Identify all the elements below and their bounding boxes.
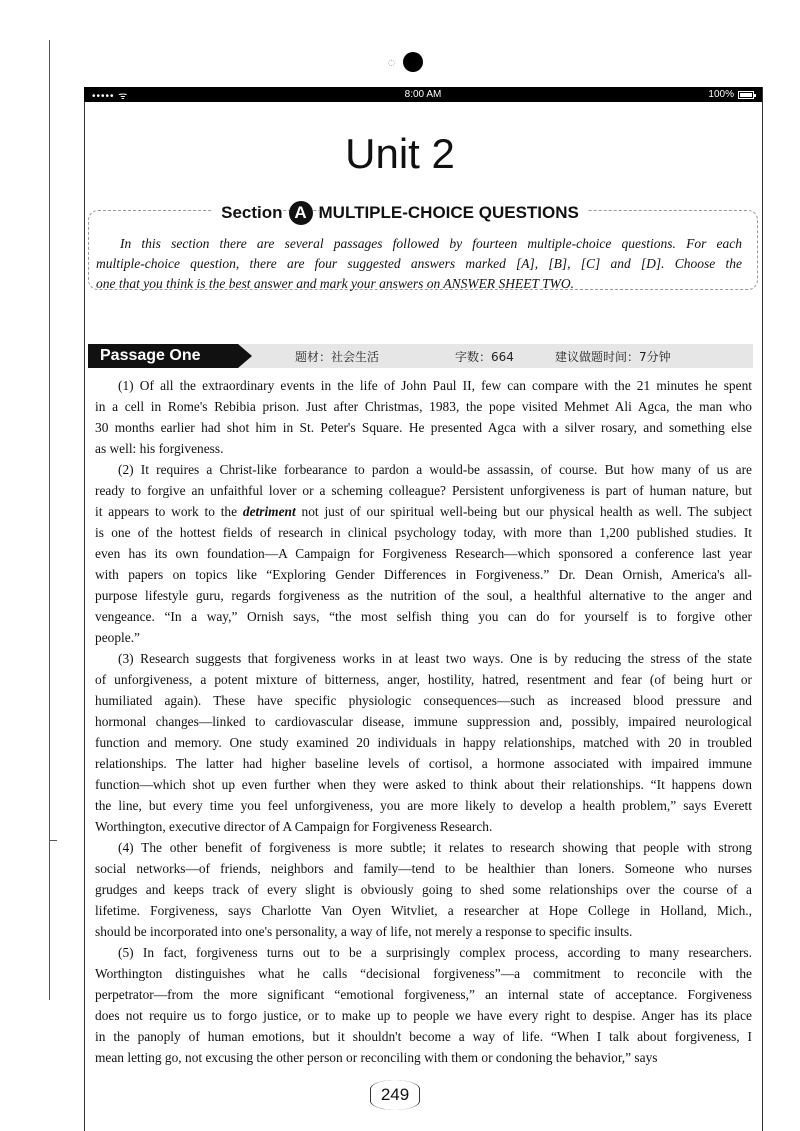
paragraph-4-line: grudges and keeps track of every slight is obviously going to shed some relationships over the course of a	[95, 882, 752, 897]
paragraph-3-line: the line, but every time you feel unforgiveness, you are more likely to develop a health problem,” says Everett	[95, 798, 752, 813]
page-number: 249	[370, 1080, 420, 1110]
battery-percent: 100%	[708, 89, 734, 100]
paragraph-3-line: hormonal changes—linked to cardiovascular disease, immune suppression and, possibly, impaired neurological	[95, 714, 752, 729]
section-word: Section	[213, 203, 282, 223]
paragraph-2-line: is one of the hottest fields of research in clinical psychology today, with more than 1,200 published studies. It	[95, 525, 752, 540]
passage-body	[95, 375, 752, 1068]
battery-icon	[738, 91, 754, 99]
emphasized-word: detriment	[242, 504, 296, 519]
paragraph-1-line: in a cell in Rome's Rebibia prison. Just after Christmas, 1983, the pope visited Mehmet Ali Agca, the man who	[95, 399, 752, 414]
banner-arrow	[238, 344, 252, 368]
sensor-icon: ◌	[388, 58, 395, 67]
instructions-text	[96, 234, 742, 294]
section-heading	[0, 201, 800, 225]
section-letter-badge: A	[289, 201, 313, 225]
binding-margin-line	[49, 40, 50, 1000]
paragraph-2-line: purpose lifestyle guru, regards forgiveness as the nutrition of the soul, a healthful alternative to the anger and	[95, 588, 752, 603]
paragraph-4-line: should be incorporated into one's personality, a way of life, not merely a response to specific insults.	[95, 924, 633, 939]
camera-icon	[403, 52, 423, 72]
passage-suggested-time: 建议做题时间：7分钟	[555, 350, 671, 364]
paragraph-3-line: Worthington, executive director of A Campaign for Forgiveness Research.	[95, 819, 493, 834]
paragraph-4-line: (4) The other benefit of forgiveness is more subtle; it relates to research showing that people with strong	[118, 840, 752, 855]
battery-status	[708, 89, 754, 100]
passage-banner	[88, 344, 753, 368]
section-title: MULTIPLE-CHOICE QUESTIONS	[319, 203, 587, 223]
passage-topic: 题材：社会生活	[295, 350, 380, 364]
paragraph-3-line: (3) Research suggests that forgiveness works in at least two ways. One is by reducing the stress of the state	[118, 651, 752, 666]
paragraph-2-line: ready to forgive an unfaithful lover or a scheming colleague? Persistent unforgiveness is part of human nature, but	[95, 483, 752, 498]
paragraph-3-line: function—which shot up even further when they were asked to think about their relationships. “It happens down	[95, 777, 752, 792]
instructions-line: one that you think is the best answer and mark your answers on ANSWER SHEET TWO.	[96, 276, 574, 291]
paragraph-5-line: perpetrator—from the more significant “emotional forgiveness,” an internal state of acceptance. Forgiveness	[95, 987, 752, 1002]
paragraph-5-line: (5) In fact, forgiveness turns out to be a surprisingly complex process, according to many researchers.	[118, 945, 752, 960]
unit-title: Unit 2	[345, 130, 455, 177]
paragraph-1-line: (1) Of all the extraordinary events in the life of John Paul II, few can compare with the 21 minutes he spent	[118, 378, 752, 393]
status-bar	[84, 87, 762, 102]
paragraph-4-line: lifetime. Forgiveness, says Charlotte Van Oyen Witvliet, a researcher at Hope College in Holland, Mich.,	[95, 903, 752, 918]
paragraph-5-line: Worthington distinguishes what he calls “decisional forgiveness”—a commitment to reconcile with the	[95, 966, 752, 981]
paragraph-5-line: in the panoply of human emotions, but it shouldn't become a way of life. “When I talk about forgiveness, I	[95, 1029, 752, 1044]
paragraph-2-line	[95, 501, 752, 522]
paragraph-1-line: as well: his forgiveness.	[95, 441, 224, 456]
paragraph-2-line: (2) It requires a Christ-like forbearance to pardon a would-be assassin, of course. But how many of us are	[118, 462, 752, 477]
paragraph-3-line: relationships. The latter had higher baseline levels of cortisol, a hormone associated with impaired immune	[95, 756, 752, 771]
paragraph-4-line: social networks—of friends, neighbors and family—tend to be healthier than loners. Someone who nurses	[95, 861, 752, 876]
paragraph-1-line: 30 months earlier had shot him in St. Peter's Square. He presented Agca with a silver rosary, and something else	[95, 420, 752, 435]
passage-word-count: 字数：664	[455, 350, 514, 364]
paragraph-2-line: people.”	[95, 630, 140, 645]
paragraph-2-line: vengeance. “In a way,” Ornish says, “the most selfish thing you can do for yourself is to forgive other	[95, 609, 752, 624]
paragraph-3-line: function and memory. One study examined 20 individuals in happy relationships, matched with 20 in troubled	[95, 735, 752, 750]
paragraph-2-line: with papers on topics like “Exploring Gender Differences in Forgiveness.” Dr. Dean Ornish, America's all-	[95, 567, 752, 582]
instructions-line: In this section there are several passages followed by fourteen multiple-choice questions. For each	[120, 236, 742, 251]
paragraph-3-line: humiliated again). These have specific physiologic consequences—such as increased blood pressure and	[95, 693, 752, 708]
paragraph-2-line: even has its own foundation—A Campaign for Forgiveness Research—which sponsored a conference last year	[95, 546, 752, 561]
paragraph-5-line: does not require us to forgo justice, or to make up to people we have every right to despise. Anger has its place	[95, 1008, 752, 1023]
status-time: 8:00 AM	[404, 89, 442, 100]
signal-wifi-icon: ••••• ᯤ	[92, 91, 129, 102]
line-segment: it appears to work to the	[95, 504, 243, 519]
paragraph-3-line: of unforgiveness, a potent mixture of bitterness, anger, hostility, hatred, resentment and fear (of being hurt or	[95, 672, 752, 687]
paragraph-5-line: mean letting go, not excusing the other person or reconciling with them or condoning the behavior,” says	[95, 1050, 658, 1065]
instructions-line: multiple-choice question, there are four suggested answers marked [A], [B], [C] and [D]. Choose the	[96, 256, 742, 271]
line-segment: not just of our spiritual well-being but our physical health as well. The subject	[295, 504, 752, 519]
passage-label: Passage One	[88, 344, 238, 368]
margin-tick	[49, 840, 57, 841]
